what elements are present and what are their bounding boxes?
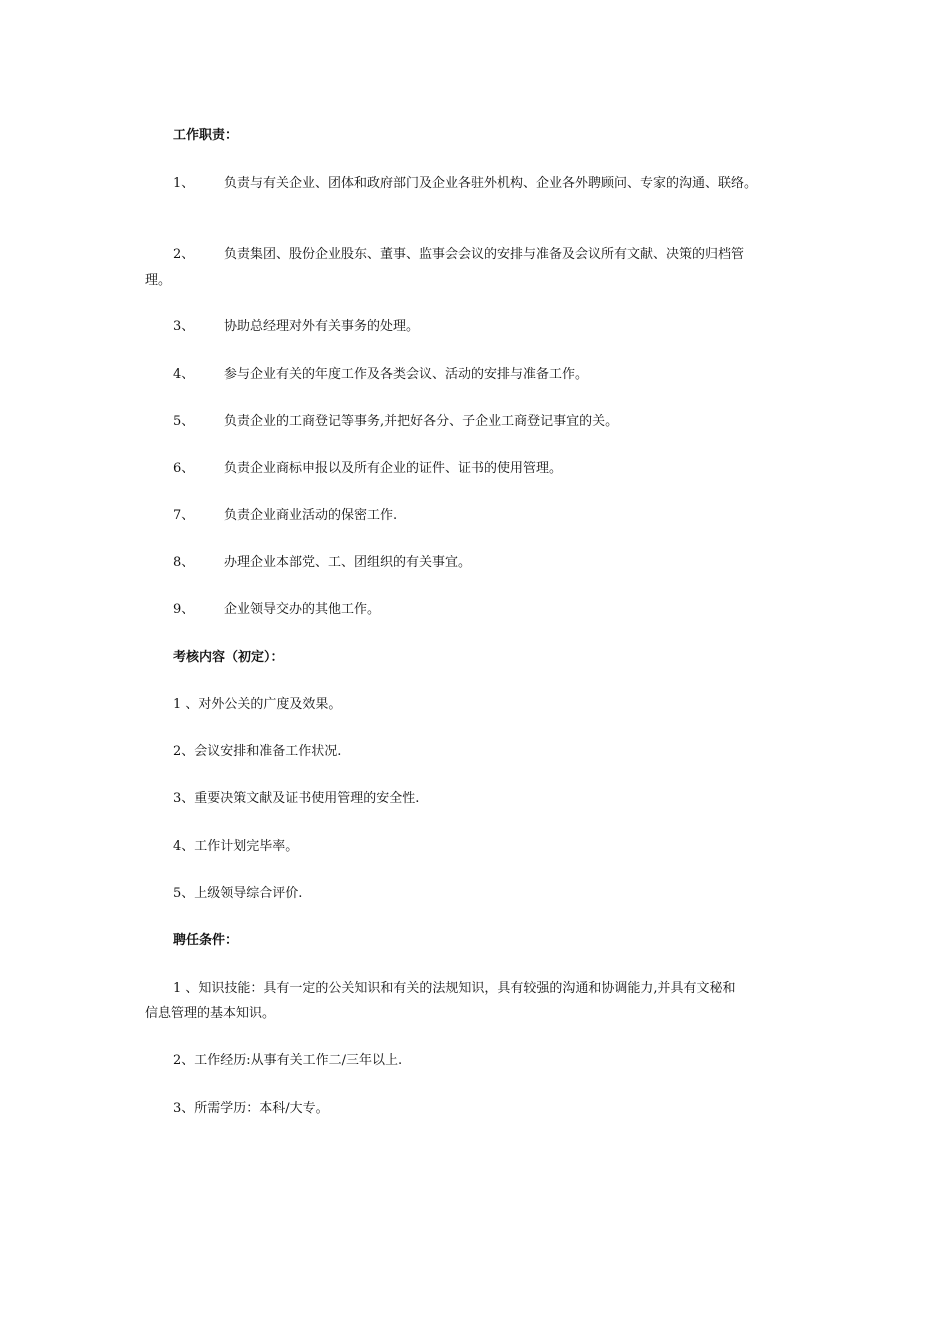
duty-4-text: 参与企业有关的年度工作及各类会议、活动的安排与准备工作。 xyxy=(224,367,589,382)
section-heading-requirements: 聘任条件： xyxy=(173,933,239,948)
duty-3-text: 协助总经理对外有关事务的处理。 xyxy=(224,319,420,334)
requirement-item-3: 3、所需学历：本科/大专。 xyxy=(173,1101,329,1116)
assessment-item-2: 2、会议安排和准备工作状况. xyxy=(173,744,342,759)
duty-1-number: 1、 xyxy=(173,176,195,191)
duty-9-text: 企业领导交办的其他工作。 xyxy=(224,602,381,617)
duty-6-text: 负责企业商标申报以及所有企业的证件、证书的使用管理。 xyxy=(224,461,563,476)
duty-5-number: 5、 xyxy=(173,414,195,429)
duty-2-text: 负责集团、股份企业股东、董事、监事会会议的安排与准备及会议所有文献、决策的归档管 xyxy=(224,247,745,262)
duty-7-number: 7、 xyxy=(173,508,195,523)
requirement-item-1-continuation: 信息管理的基本知识。 xyxy=(145,1006,276,1021)
assessment-item-5: 5、上级领导综合评价. xyxy=(173,886,303,901)
assessment-item-3: 3、重要决策文献及证书使用管理的安全性. xyxy=(173,791,420,806)
duty-9-number: 9、 xyxy=(173,602,195,617)
requirement-item-2: 2、工作经历:从事有关工作二/三年以上. xyxy=(173,1053,403,1068)
section-heading-assessment: 考核内容（初定）： xyxy=(173,650,284,665)
section-heading-duties: 工作职责： xyxy=(173,128,239,143)
duty-2-continuation: 理。 xyxy=(145,273,172,288)
assessment-item-1: 1 、对外公关的广度及效果。 xyxy=(173,697,342,712)
duty-6-number: 6、 xyxy=(173,461,195,476)
duty-4-number: 4、 xyxy=(173,367,195,382)
duty-7-text: 负责企业商业活动的保密工作. xyxy=(224,508,398,523)
duty-1-text: 负责与有关企业、团体和政府部门及企业各驻外机构、企业各外聘顾问、专家的沟通、联络。 xyxy=(224,176,758,191)
duty-2-number: 2、 xyxy=(173,247,195,262)
assessment-item-4: 4、工作计划完毕率。 xyxy=(173,839,299,854)
duty-8-number: 8、 xyxy=(173,555,195,570)
requirement-item-1: 1 、知识技能：具有一定的公关知识和有关的法规知识，具有较强的沟通和协调能力,并具有文秘和 xyxy=(173,981,736,996)
duty-5-text: 负责企业的工商登记等事务,并把好各分、子企业工商登记事宜的关。 xyxy=(224,414,619,429)
duty-3-number: 3、 xyxy=(173,319,195,334)
duty-8-text: 办理企业本部党、工、团组织的有关事宜。 xyxy=(224,555,472,570)
